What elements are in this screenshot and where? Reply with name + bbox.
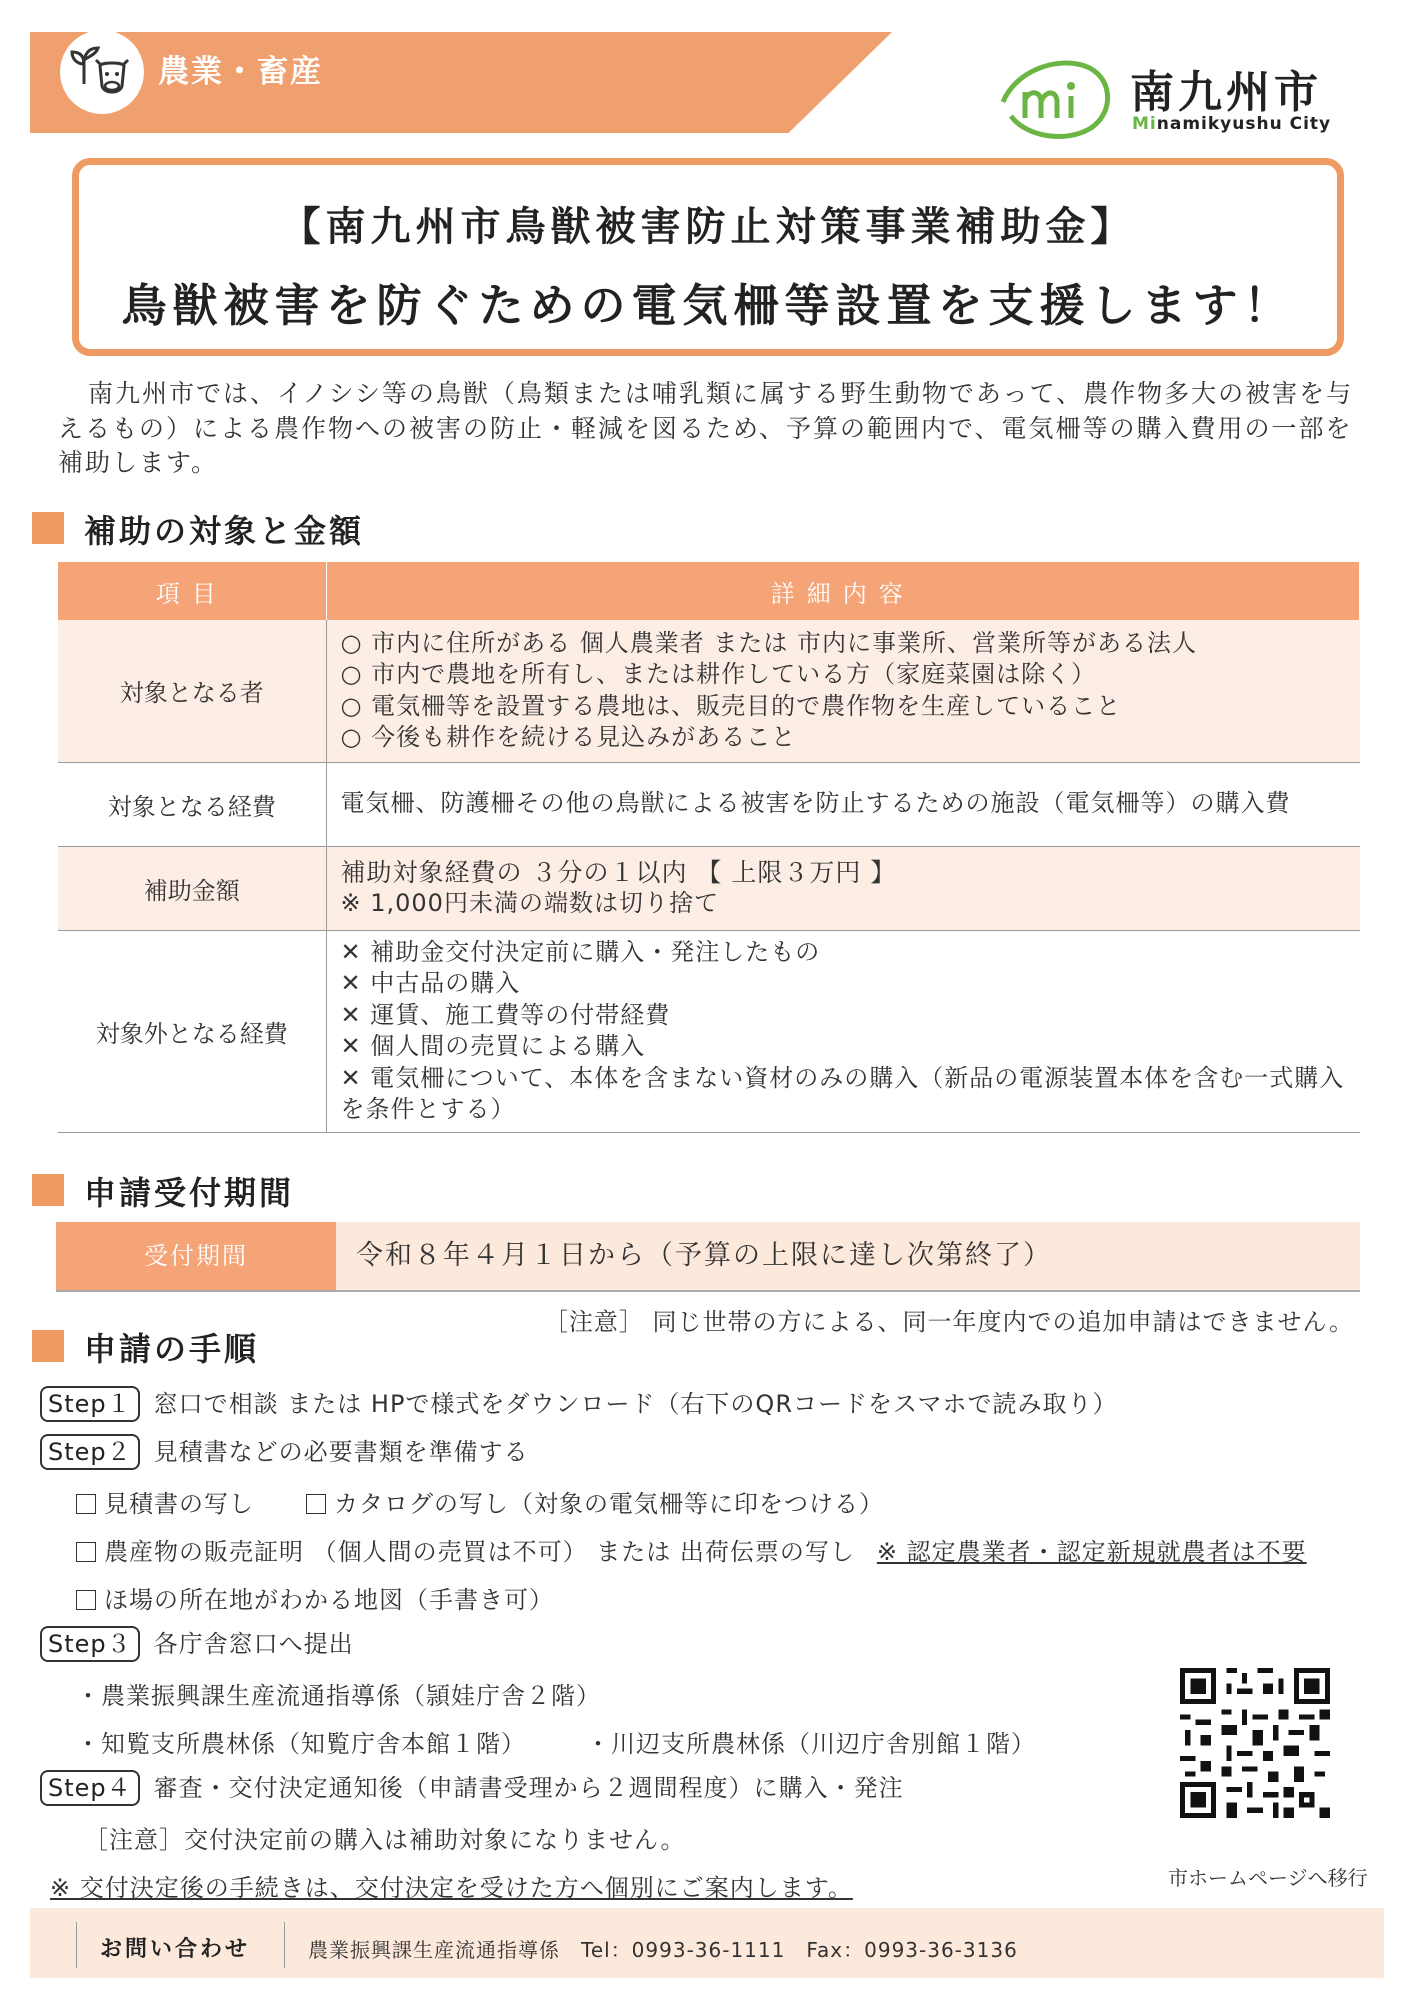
title-headline: 鳥獣被害を防ぐための電気柵等設置を支援します！: [121, 279, 1295, 332]
detail-line: ○ 今後も耕作を続ける見込みがあること: [340, 723, 797, 752]
required-doc-2: [306, 1484, 884, 1519]
step-4: [40, 1768, 904, 1806]
contact-footer: [30, 1908, 1384, 1978]
city-logo: [995, 52, 1330, 142]
final-note: ※ 交付決定後の手続きは、交付決定を受けた方へ個別にご案内します。: [50, 1874, 853, 1902]
detail-line: ○ 市内に住所がある 個人農業者 または 市内に事業所、営業所等がある法人: [340, 628, 1197, 657]
required-doc-3: [76, 1532, 1307, 1567]
row-detail: [326, 620, 1360, 762]
heading-square-marker: [32, 512, 64, 544]
doc-text: ほ場の所在地がわかる地図（手書き可）: [104, 1586, 554, 1614]
step-text: 見積書などの必要書類を準備する: [153, 1438, 529, 1466]
step-4-note: ［注意］交付決定前の購入は補助対象になりません。: [84, 1826, 686, 1854]
detail-line: 補助対象経費の ３分の１以内 【 上限３万円 】: [340, 857, 897, 887]
table-row: [58, 620, 1360, 762]
row-label: 補助金額: [58, 846, 326, 930]
step-text: 窓口で相談 または HPで様式をダウンロード（右下のQRコードをスマホで読み取り）: [153, 1390, 1118, 1418]
section-heading-text: 補助の対象と金額: [84, 512, 365, 550]
step-badge: Step３: [40, 1626, 140, 1662]
city-name-jp: 南九州市: [1130, 67, 1322, 118]
table-row: [58, 762, 1360, 846]
footer-divider: [76, 1922, 77, 1968]
doc-text: カタログの写し（対象の電気柵等に印をつける）: [334, 1490, 884, 1518]
qr-caption: 市ホームページへ移行: [1168, 1866, 1368, 1890]
period-label: 受付期間: [56, 1222, 336, 1290]
category-icon-circle: [60, 30, 144, 114]
office-1: ・農業振興課生産流通指導係（頴娃庁舎２階）: [76, 1682, 601, 1710]
detail-line: ✕ 中古品の購入: [340, 969, 521, 997]
step-text: 各庁舎窓口へ提出: [153, 1630, 354, 1658]
step-badge: Step２: [40, 1434, 140, 1470]
category-label: 農業・畜産: [158, 54, 323, 90]
title-box: [72, 158, 1344, 356]
title-program-name: 【南九州市鳥獣被害防止対策事業補助金】: [280, 204, 1136, 250]
column-header-detail: 詳細内容: [326, 562, 1360, 620]
required-doc-4: [76, 1580, 554, 1615]
doc-note: ※ 認定農業者・認定新規就農者は不要: [876, 1538, 1307, 1566]
step-1: [40, 1384, 1118, 1422]
city-name-en: [1132, 114, 1331, 134]
step-3: [40, 1624, 354, 1662]
row-detail: [326, 762, 1360, 846]
detail-line: ○ 電気柵等を設置する農地は、販売目的で農作物を生産していること: [340, 691, 1122, 720]
period-note: ［注意］ 同じ世帯の方による、同一年度内での追加申請はできません。: [543, 1308, 1354, 1336]
office-3: ・川辺支所農林係（川辺庁舎別館１階）: [586, 1730, 1036, 1758]
step-text: 審査・交付決定通知後（申請書受理から２週間程度）に購入・発注: [153, 1774, 904, 1802]
row-label: 対象となる者: [58, 620, 326, 762]
detail-line: 電気柵、防護柵その他の鳥獣による被害を防止するための施設（電気柵等）の購入費: [340, 789, 1291, 818]
heading-square-marker: [32, 1330, 64, 1362]
period-value: 令和８年４月１日から（予算の上限に達し次第終了）: [356, 1240, 1052, 1271]
required-doc-1: [76, 1484, 254, 1519]
office-2: ・知覧支所農林係（知覧庁舎本館１階）: [76, 1730, 526, 1758]
section-heading-text: 申請の手順: [84, 1330, 260, 1368]
city-name-en-first: Mi: [1132, 114, 1157, 134]
table-row: [58, 930, 1360, 1132]
doc-text: 農産物の販売証明 （個人間の売買は不可） または 出荷伝票の写し: [104, 1538, 855, 1566]
sprout-cow-icon: [70, 44, 134, 100]
row-label: 対象となる経費: [58, 762, 326, 846]
row-label: 対象外となる経費: [58, 930, 326, 1132]
column-header-item: 項目: [58, 562, 326, 620]
eligibility-table: [58, 562, 1360, 1133]
checkbox-icon: [76, 1590, 96, 1610]
row-detail: [326, 846, 1360, 930]
application-period-box: [56, 1222, 1360, 1292]
step-badge: Step４: [40, 1770, 140, 1806]
step-badge: Step１: [40, 1386, 140, 1422]
checkbox-icon: [306, 1494, 326, 1514]
detail-line: ✕ 補助金交付決定前に購入・発注したもの: [340, 937, 821, 966]
row-detail: [326, 930, 1360, 1132]
doc-text: 見積書の写し: [104, 1490, 254, 1518]
detail-line: ✕ 個人間の売買による購入: [340, 1032, 646, 1060]
heading-square-marker: [32, 1174, 64, 1206]
city-name-en-rest: namikyushu City: [1156, 114, 1332, 134]
section-heading-text: 申請受付期間: [84, 1174, 295, 1212]
table-row: [58, 846, 1360, 930]
detail-line: ○ 市内で農地を所有し、または耕作している方（家庭菜園は除く）: [340, 660, 1097, 689]
footer-divider: [284, 1922, 285, 1968]
detail-line: ✕ 運賃、施工費等の付帯経費: [340, 1000, 671, 1029]
city-logo-mark-icon: [995, 52, 1125, 142]
checkbox-icon: [76, 1542, 96, 1562]
contact-label: お問い合わせ: [100, 1937, 251, 1962]
checkbox-icon: [76, 1494, 96, 1514]
qr-code-icon[interactable]: [1180, 1668, 1330, 1818]
intro-paragraph: 南九州市では、イノシシ等の鳥獣（鳥類または哺乳類に属する野生動物であって、農作物多大の被害を与えるもの）による農作物への被害の防止・軽減を図るため、予算の範囲内で、電気柵等の購入費用の一部を補助します。: [58, 379, 1354, 477]
contact-details: 農業振興課生産流通指導係 Tel：0993-36-1111 Fax：0993-36-3136: [308, 1938, 1018, 1962]
step-2: [40, 1432, 529, 1470]
detail-line: ✕ 電気柵について、本体を含まない資材のみの購入（新品の電源装置本体を含む一式購入を条件とする）: [340, 1063, 1345, 1123]
detail-line: ※ 1,000円未満の端数は切り捨て: [340, 889, 719, 917]
